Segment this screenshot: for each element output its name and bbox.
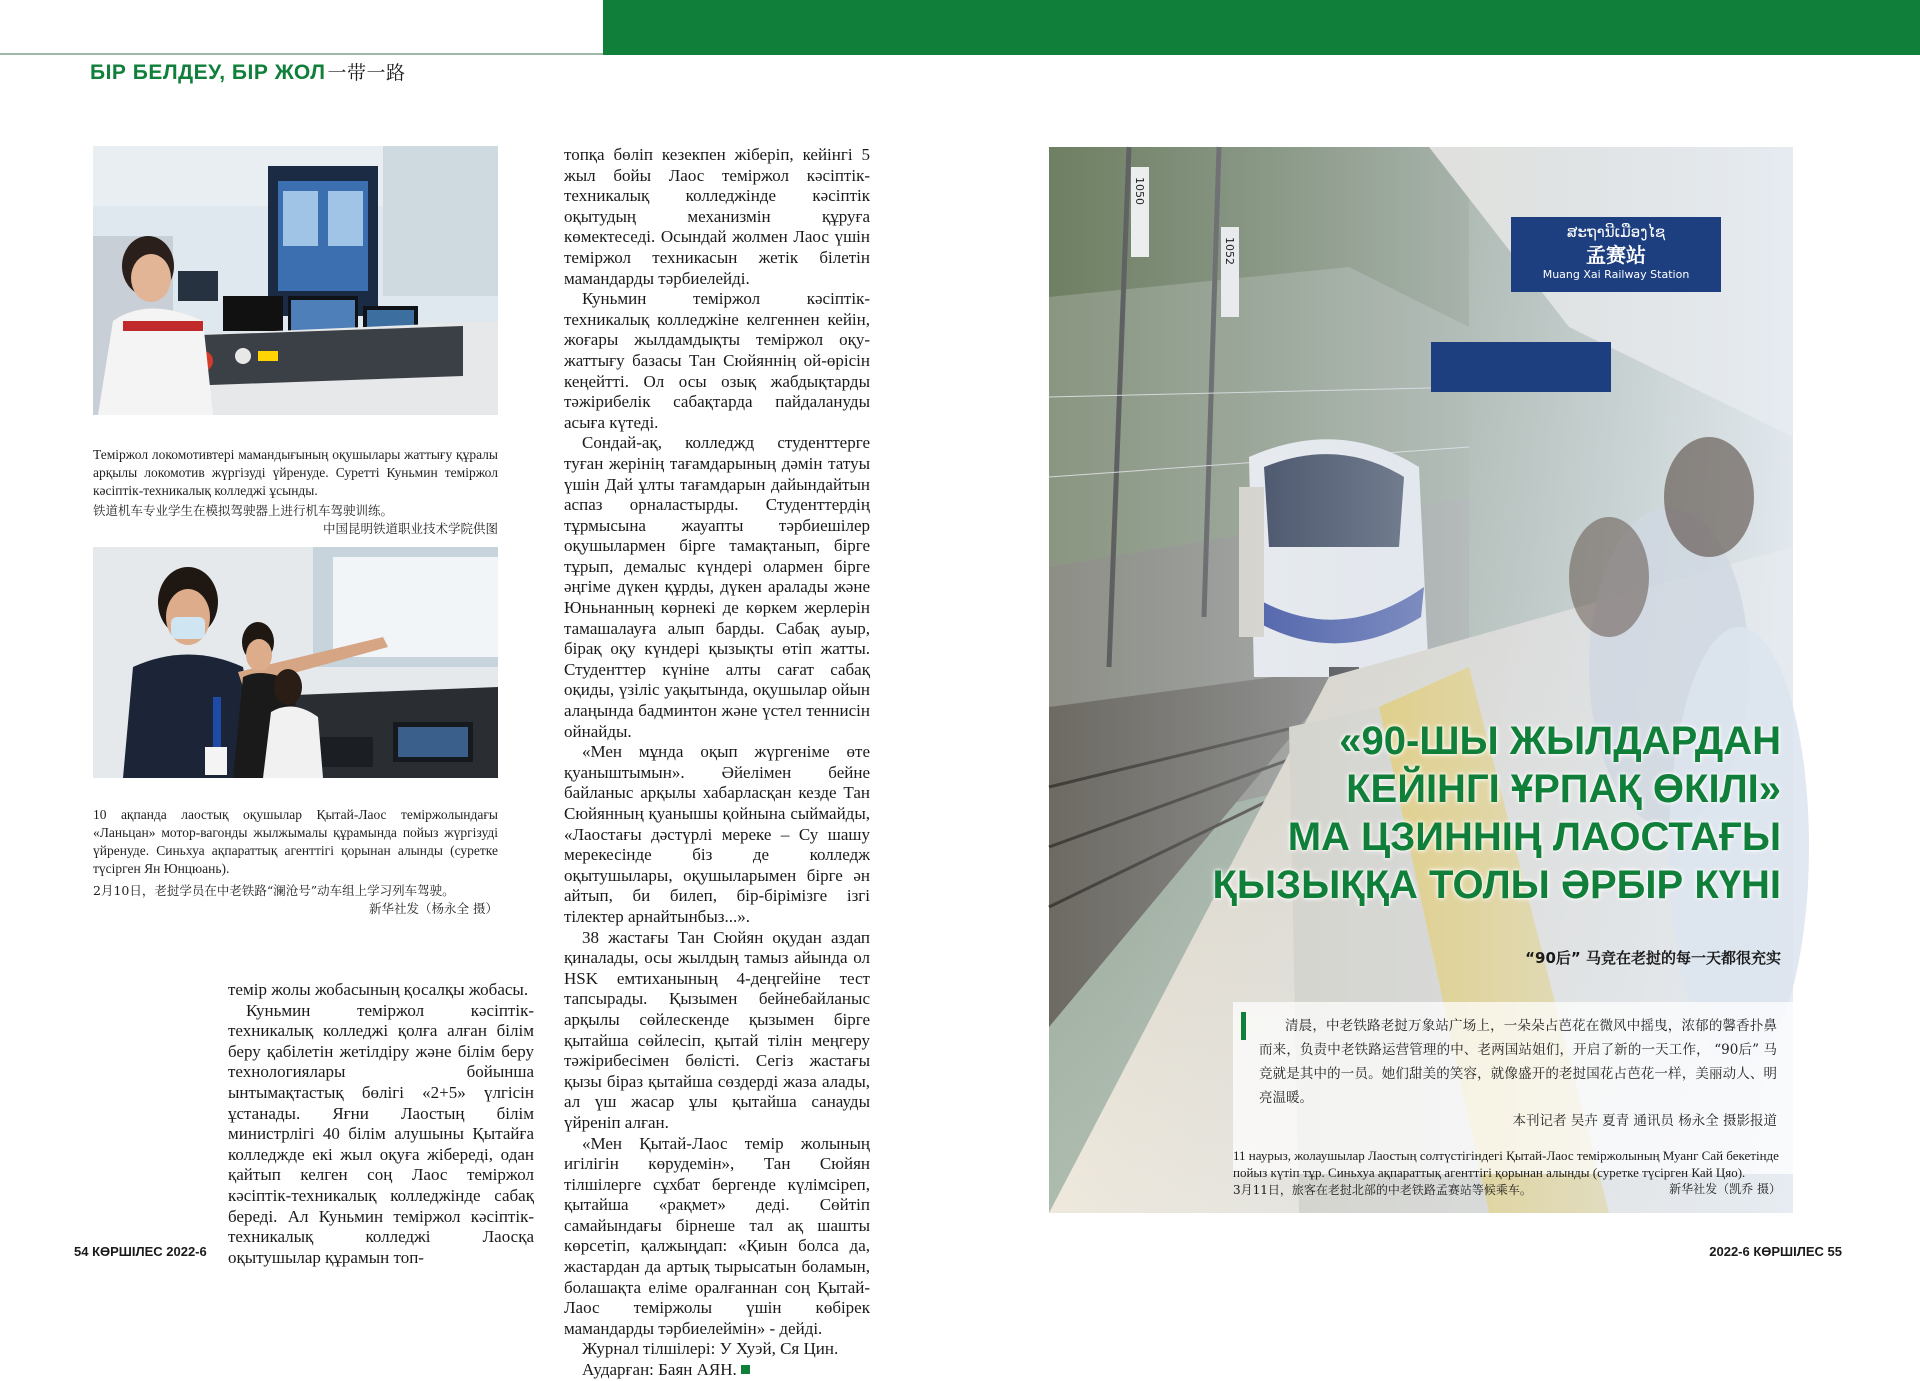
headline-line: МА ЦЗИННІҢ ЛАОСТАҒЫ [1287, 815, 1781, 859]
caption-credit: 新华社发（凯乔 摄） [1669, 1182, 1781, 1196]
caption-kk: Теміржол локомотивтері мамандығының оқушылары жаттығу құралы арқылы локомотив жүргізуді үйренуде. Суретті Куньмин теміржол кәсіптік-техникалық колледжі ұсынды. [93, 447, 498, 498]
footer-left: 54 КӨРШІЛЕС 2022-6 [74, 1244, 207, 1259]
headline-line: ҚЫЗЫҚҚА ТОЛЫ ӘРБІР КҮНІ [1212, 863, 1781, 907]
caption-kk: 11 наурыз, жолаушылар Лаостың солтүстігіндегі Қытай-Лаос теміржолының Муанг Сай бекетінде пойыз күтіп тұр. Синьхуа ақпараттық агенттігі қорынан алынды (суретке түсірген Кай Цяо). [1233, 1148, 1779, 1180]
article-column-left [228, 980, 534, 1268]
station-sign-en: Muang Xai Railway Station [1542, 268, 1690, 281]
translator-text: Аударған: Баян АЯН. [582, 1360, 737, 1380]
caption-credit: 新华社发（杨永全 摄） [369, 901, 498, 916]
section-title-cn: 一带一路 [327, 63, 406, 84]
station-sign-cn: 孟赛站 [1586, 243, 1646, 267]
paragraph: темір жолы жобасының қосалқы жобасы. [228, 980, 529, 999]
paragraph: топқа бөліп кезекпен жіберіп, кейінгі 5 жыл бойы Лаос теміржол кәсіптік-техникалық колледжінде кәсіптік оқытудың механизмін құруға көмектеседі. Осындай жолмен Лаос үшін теміржол техникасын жетік білетін мамандарды тәрбиелейді. [564, 145, 870, 288]
headline-line: КЕЙІНГІ ҰРПАҚ ӨКІЛІ» [1346, 767, 1781, 811]
hero-photo [1049, 147, 1793, 1213]
pole-number-1: 1050 [1133, 177, 1146, 205]
caption-kk: 10 ақпанда лаостық оқушылар Қытай-Лаос теміржолындағы «Ланьцан» мотор-вагонды жылжымалы құрамында пойыз жүргізуді үйренуде. Синьхуа ақпараттық агенттігі қорынан алынды (суретке түсірген Ян Юнцюань). [93, 807, 498, 876]
section-title-kk: БІР БЕЛДЕУ, БІР ЖОЛ [90, 61, 326, 84]
reporters-line: Журнал тілшілері: У Хуэй, Ся Цин. [582, 1339, 839, 1359]
photo-simulator-caption [93, 446, 498, 538]
paragraph: Сондай-ақ, колледжд студенттерге туған жерінің тағамдарының дәмін татуы үшін Дай ұлты тағамдарын дайындайтын аспаз орналастырды. Студенттердің тұрмысына жауапты тәрбиешілер оқушылармен бірге тамақтанып, бірге тұрып, демалыс күндері олармен бірге әңгіме дүкен құрды, дүкен аралады және Юньнанның көрнекі де көркем жерлерін тамашалауға алып барды. Сабақ ауыр, бірақ оқу күндері қызықты өтіп жатты. Студенттер күніне алты сағат сабақ оқиды, үзіліс уақытында, оқушылар ойын алаңында бадминтон және үстел теннисін ойнайды. [564, 433, 870, 741]
photo-cab-caption [93, 806, 498, 918]
caption-cn: 3月11日，旅客在老挝北部的中老铁路孟赛站等候乘车。 [1233, 1183, 1532, 1197]
station-sign-lao: ສະຖານີເມືອງໄຊ [1566, 223, 1666, 241]
paragraph: Куньмин теміржол кәсіптік-техникалық колледжіне келгеннен кейін, жоғары жылдамдықты теміржол оқу-жаттығу базасы Тан Сюйяннің ой-өрісін кеңейтті. Ол осы озық жабдықтарды тәжірибелік сабақтарда пайдалануды асыға күтеді. [564, 289, 870, 432]
end-mark-icon [741, 1365, 750, 1374]
intro-text: 清晨，中老铁路老挝万象站广场上，一朵朵占芭花在微风中摇曳，浓郁的馨香扑鼻而来，负责中老铁路运营管理的中、老两国站姐们，开启了新的一天工作， “90后” 马竞就是其中的一员。她们甜美的笑容，就像盛开的老挝国花占芭花一样，美丽动人、明亮温暖。 [1259, 1018, 1777, 1106]
photo-simulator [93, 146, 498, 415]
translator-line [564, 1360, 870, 1381]
station-sign [1511, 217, 1721, 292]
paragraph: «Мен мұнда оқып жүргеніме өте қуаныштымын». Әйелімен бейне байланыс арқылы хабарласқан кезде Тан Сюйянның қуанышы қойнына сыймайды, «Лаостағы дәстүрлі мереке – Су шашу мерекесінде біз де колледж оқытушылары, оқушыларымен бірге ән айтып, би билеп, бір-бірімізге ізгі тілектер арнайтынбыз...». [564, 742, 870, 926]
intro-credit: 本刊记者 吴卉 夏青 通讯员 杨永全 摄影报道 [1512, 1113, 1777, 1129]
feature-subheadline: “90后” 马竞在老挝的每一天都很充实 [1525, 949, 1781, 967]
article-column-middle [564, 145, 870, 1381]
section-title [90, 58, 405, 85]
top-green-band [603, 0, 1920, 55]
paragraph: Куньмин теміржол кәсіптік-техникалық колледжі қолға алған білім беру қабілетін жетілдіру және білім беру технологиялары бойынша ынтымақтастық бөлігі «2+5» үлгісін ұстанады. Яғни Лаостың білім министрлігі 40 білім алушыны Қытайға колледжде екі жыл оқуға жібереді, одан қайтып келген соң Лаос теміржол кәсіптік-техникалық колледжінде сабақ береді. Ал Куньмин теміржол кәсіптік-техникалық колледжі Лаосқа оқытушылар құрамын топ- [228, 1000, 534, 1267]
footer-right: 2022-6 КӨРШІЛЕС 55 [1709, 1244, 1842, 1259]
paragraph: «Мен Қытай-Лаос темір жолының игілігін көрудемін», Тан Сюйян тілшілерге сұхбат бергенде күлімсіреп, қытайша «рақмет» деді. Сөйтіп самайындағы бірнеше тал ақ шашты көрсетіп, қалжыңдап: «Қиын болса да, жастардан да артық тырысатын боламын, болашақта еліме оралғаннан соң Қытай-Лаос теміржолы үшін көбірек мамандарды тәрбиелеймін» - дейді. [564, 1133, 870, 1338]
headline-line: «90-ШЫ ЖЫЛДАРДАН [1339, 719, 1781, 763]
pole-number-2: 1052 [1223, 237, 1236, 265]
intro-accent-bar [1241, 1012, 1246, 1040]
photo-cab [93, 547, 498, 778]
paragraph: 38 жастағы Тан Сюйян оқудан аздап қиналады, осы жылдың тамыз айында ол HSK емтиханының 4-деңгейіне тест тапсырады. Қызымен бейнебайланыс арқылы сөйлескенде қызымен бірге қытайша сөйлесіп, қытай тілін меңгеру тәжірибесімен бөлісті. Сегіз жастағы қызы біраз қытайша сөздерді жаза алады, ал үш жасар ұлы қытайша санауды үйреніп алған. [564, 927, 870, 1132]
top-rule [0, 53, 603, 55]
feature-headline [1049, 717, 1793, 909]
hero-caption [1233, 1147, 1793, 1199]
caption-cn-row [1233, 1181, 1781, 1199]
caption-cn: 铁道机车专业学生在模拟驾驶器上进行机车驾驶训练。 [93, 503, 394, 518]
caption-cn: 2月10日，老挝学员在中老铁路“澜沧号”动车组上学习列车驾驶。 [93, 883, 455, 898]
caption-credit: 中国昆明铁道职业技术学院供图 [322, 521, 498, 536]
